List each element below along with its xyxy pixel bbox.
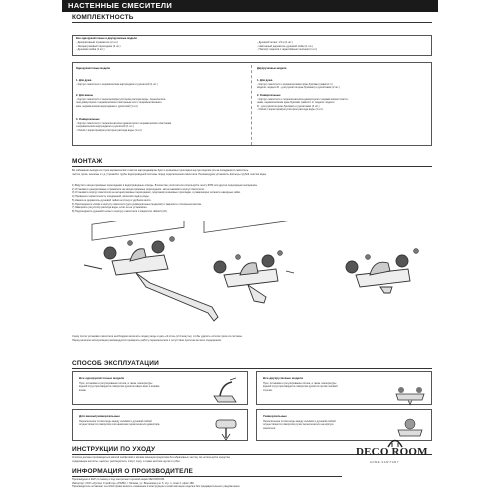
kit-double-shower-title: 1. Для душа [257,79,273,82]
kit-models-box [72,62,432,146]
usage-tile-3-head: Для ванны/универсальные [79,414,120,418]
install-step-6: 6) Присоедините излив к корпусу смесителя (для универсальных моделей) и закрепите стопорным винтом. [72,202,202,206]
kit-single-shower-1: - Корпус смесителя с керамическим картриджем и рукояткой (1 шт.) [76,82,158,86]
usage-tile-2-head: Все двухручковые модели [263,376,304,380]
kit-double-uni-2: нами, керамическими кран-буксами (зависит от модели: модели [257,101,335,105]
install-step-5: 5) Навесьте держатель душевой лейки на стену в удобном месте. [72,198,152,202]
care-text-1: Очистка должна производиться мягкой салфеткой и мягким моющим средством без абразивных частиц. Не используйте средства [72,456,230,459]
install-intro [72,169,432,176]
kit-single-bath-3: мом, керамическим картриджем и рукояткой (1 шт.) [76,104,139,108]
usage-tile-4-text: Переключение потока воды между изливом и душевой лейкой осуществляется поворотом ручки переключателя на корпусе смесителя. [263,420,336,430]
two-handle-faucet-icon [394,376,426,406]
install-step-3: 3) Установите корпус смесителя на эксцентриковые переходники, подложив резиновые прокладки, и равномерно затяните накидные гайки. [72,191,241,195]
install-step-2: 2) Установите декоративные отражатели на эксцентриковые переходники, затем наживите корпус смесителя. [72,187,205,191]
kit-single-uni-2: и керамическим картриджем и рукояткой (1 шт.) [76,125,134,129]
faucet-shower [346,255,410,293]
maker-title: ИНФОРМАЦИЯ О ПРОИЗВОДИТЕЛЕ [72,468,194,475]
install-title: МОНТАЖ [72,158,103,165]
usage-tile-1-head: Все однорукояточные модели [79,376,125,380]
care-text-2: содержащие кислоты, щелочи, растворители, спирт, хлор, а также жесткие щетки и губки. [72,459,181,463]
install-rule [72,166,432,167]
installation-diagram [72,221,432,331]
kit-single-uni-3: - Излив с аэратором/регулятором расхода воды (1 шт.) [76,128,143,132]
kit-double-heading: Двухручковые модели [257,67,287,70]
kit-single-bath-2: лем дивертором с керамическим пластинным или с шаровым механиз- [76,101,163,105]
install-step-8: 8) Подсоедините душевой шланг к корпусу смесителя и закрепите гайкой (1/2). [72,209,168,213]
kit-all-left-3: - Душевая лейка (1 шт.) [76,48,105,52]
usage-rule [72,368,432,369]
kit-all-left-2: - Эксцентриковый переходник (2 шт.) [76,44,121,48]
wall-plate-2 [204,221,296,232]
install-after-2: Перед началом эксплуатации рекомендуется проверить работу переключателя и отсутствие протечек во всех соединениях. [72,338,223,342]
kit-divider [251,65,252,145]
kit-single-uni-title: 3. Универсальные [76,118,100,121]
kit-single-bath-title: 2. Для ванны [76,94,93,97]
diverter-icon [210,414,242,444]
kit-single-heading: Однорукояточные модели [76,67,111,70]
usage-tile-1-text: Пуск, остановка и регулирование потока, а также температуры водной струи производится поворотом рукоятки вверх-вниз и вправо-влево. [79,382,161,392]
install-intro-1: Во избежание выхода из строя керамических пластин картриджа/кран-букс и резиновых прокладок внутри изделия (из-за попадания в смеситель [72,169,249,172]
maker-rule [72,476,342,477]
usage-title: СПОСОБ ЭКСПЛУАТАЦИИ [72,360,159,367]
maker-text-3: Производитель оставляет за собой право вносить изменения в конструкцию и комплектацию изделия без предварительного уведомления. [72,485,241,489]
kit-all-right-1: - Душевой шланг 1.5 м (1 шт.) [257,41,293,44]
logo-tagline: HOME SANITARY [370,461,400,464]
install-after [72,335,432,342]
fittings [128,237,419,260]
kit-all-right-2: - Настенный держатель душевой лейки (1 шт.) [257,44,313,48]
install-step-1: 1) Вкрутите эксцентриковые переходники в водопроводные отводы. В качестве уплотнителя используйте ленту ФУМ или другие подходящие материалы. [72,184,258,187]
kit-all-box [72,35,432,56]
usage-tile-single [72,371,248,405]
usage-tile-bath [72,409,248,441]
faucet-long-spout [84,241,218,321]
kit-double-uni-title: 2. Универсальные [257,94,281,97]
install-after-1: Сразу после установки смесителя необходимо включить подачу воды и дать ей стечь (2-3 минуты), чтобы удалить остатки грязи из системы. [72,335,243,338]
maker-text [72,478,362,489]
kit-single-uni-1: - Корпус смесителя с переключателем дивертором с керамическим пластинам [76,121,172,125]
kit-single-bath-1: - Корпус смесителя с аэратором/регулятором расхода воды, переключате- [76,97,167,101]
kit-single-shower-title: 1. Для душа [76,79,92,82]
kit-double-shower-2: модели: модели R - для рукояток кран-буксами) и рукоятками (2 шт.) [257,86,340,90]
usage-tile-3-text: Переключение потока воды между изливом и душевой лейкой осуществляется поворотом или нажатием переключателя дивертора. [79,420,161,427]
kit-rule [72,22,432,23]
kit-all-left-1: - Декоративный отражатель (2 шт.) [76,41,118,44]
faucet-bath [214,255,294,303]
maker-text-1: Произведено в КНР по заказу и под контролем торговой марки DECOROOM. [72,478,165,481]
header-bar [62,0,438,12]
decoroom-logo [356,436,436,472]
install-step-4: 4) Проверьте герметичность соединений, включив подачу воды. [72,195,150,199]
header-title: НАСТЕННЫЕ СМЕСИТЕЛИ [68,1,173,10]
kit-double-uni-3: R - для рукояток кран-буксами) и рукоятками (2 шт.) [257,104,320,108]
lever-faucet-icon [210,376,242,406]
care-title: ИНСТРУКЦИИ ПО УХОДУ [72,446,156,453]
usage-tile-4-head: Универсальные [263,414,287,418]
maker-text-2: Импортер: ООО «Руссал Стройторг» (РЗЛБ), г. Москва, ул. Вешняков д.м. 5, стр. 1, этаж 2, офис 180. [72,481,195,485]
kit-title: КОМПЛЕКТНОСТЬ [72,14,134,21]
kit-all-right-3: - Паспорт изделия с гарантийным талоном (1 шт.) [257,48,317,52]
kit-double-shower-1: - Корпус смесителя с керамическими кран-буксами (зависит от [257,82,333,86]
install-steps [72,184,432,214]
kit-all-heading: Все однорукояточные и двухручковые модели [76,37,137,40]
kit-double-uni-1: - Корпус смесителя с переключателем-дивертором с керамическим пласти- [257,97,349,101]
install-step-7: 7) Заверните регулятор расхода воды, если он не установлен. [72,206,148,210]
kit-double-uni-4: - Излив с аэратором/регулятором расхода воды (1 шт.) [257,108,324,112]
install-intro-2: частиц грязи, окалины и т.д.) промойте трубы водопроводной системы перед подключением смесителя. Рекомендуем установить фильтры грубой очистки воды. [72,172,267,176]
usage-tile-double [256,371,432,405]
usage-tile-2-text: Пуск, остановка и регулирование потока, а также температуры водной струи производится поворотом рукояток против часовой стрелки. [263,382,338,392]
logo-wordmark: DECO ROOM [356,446,428,458]
